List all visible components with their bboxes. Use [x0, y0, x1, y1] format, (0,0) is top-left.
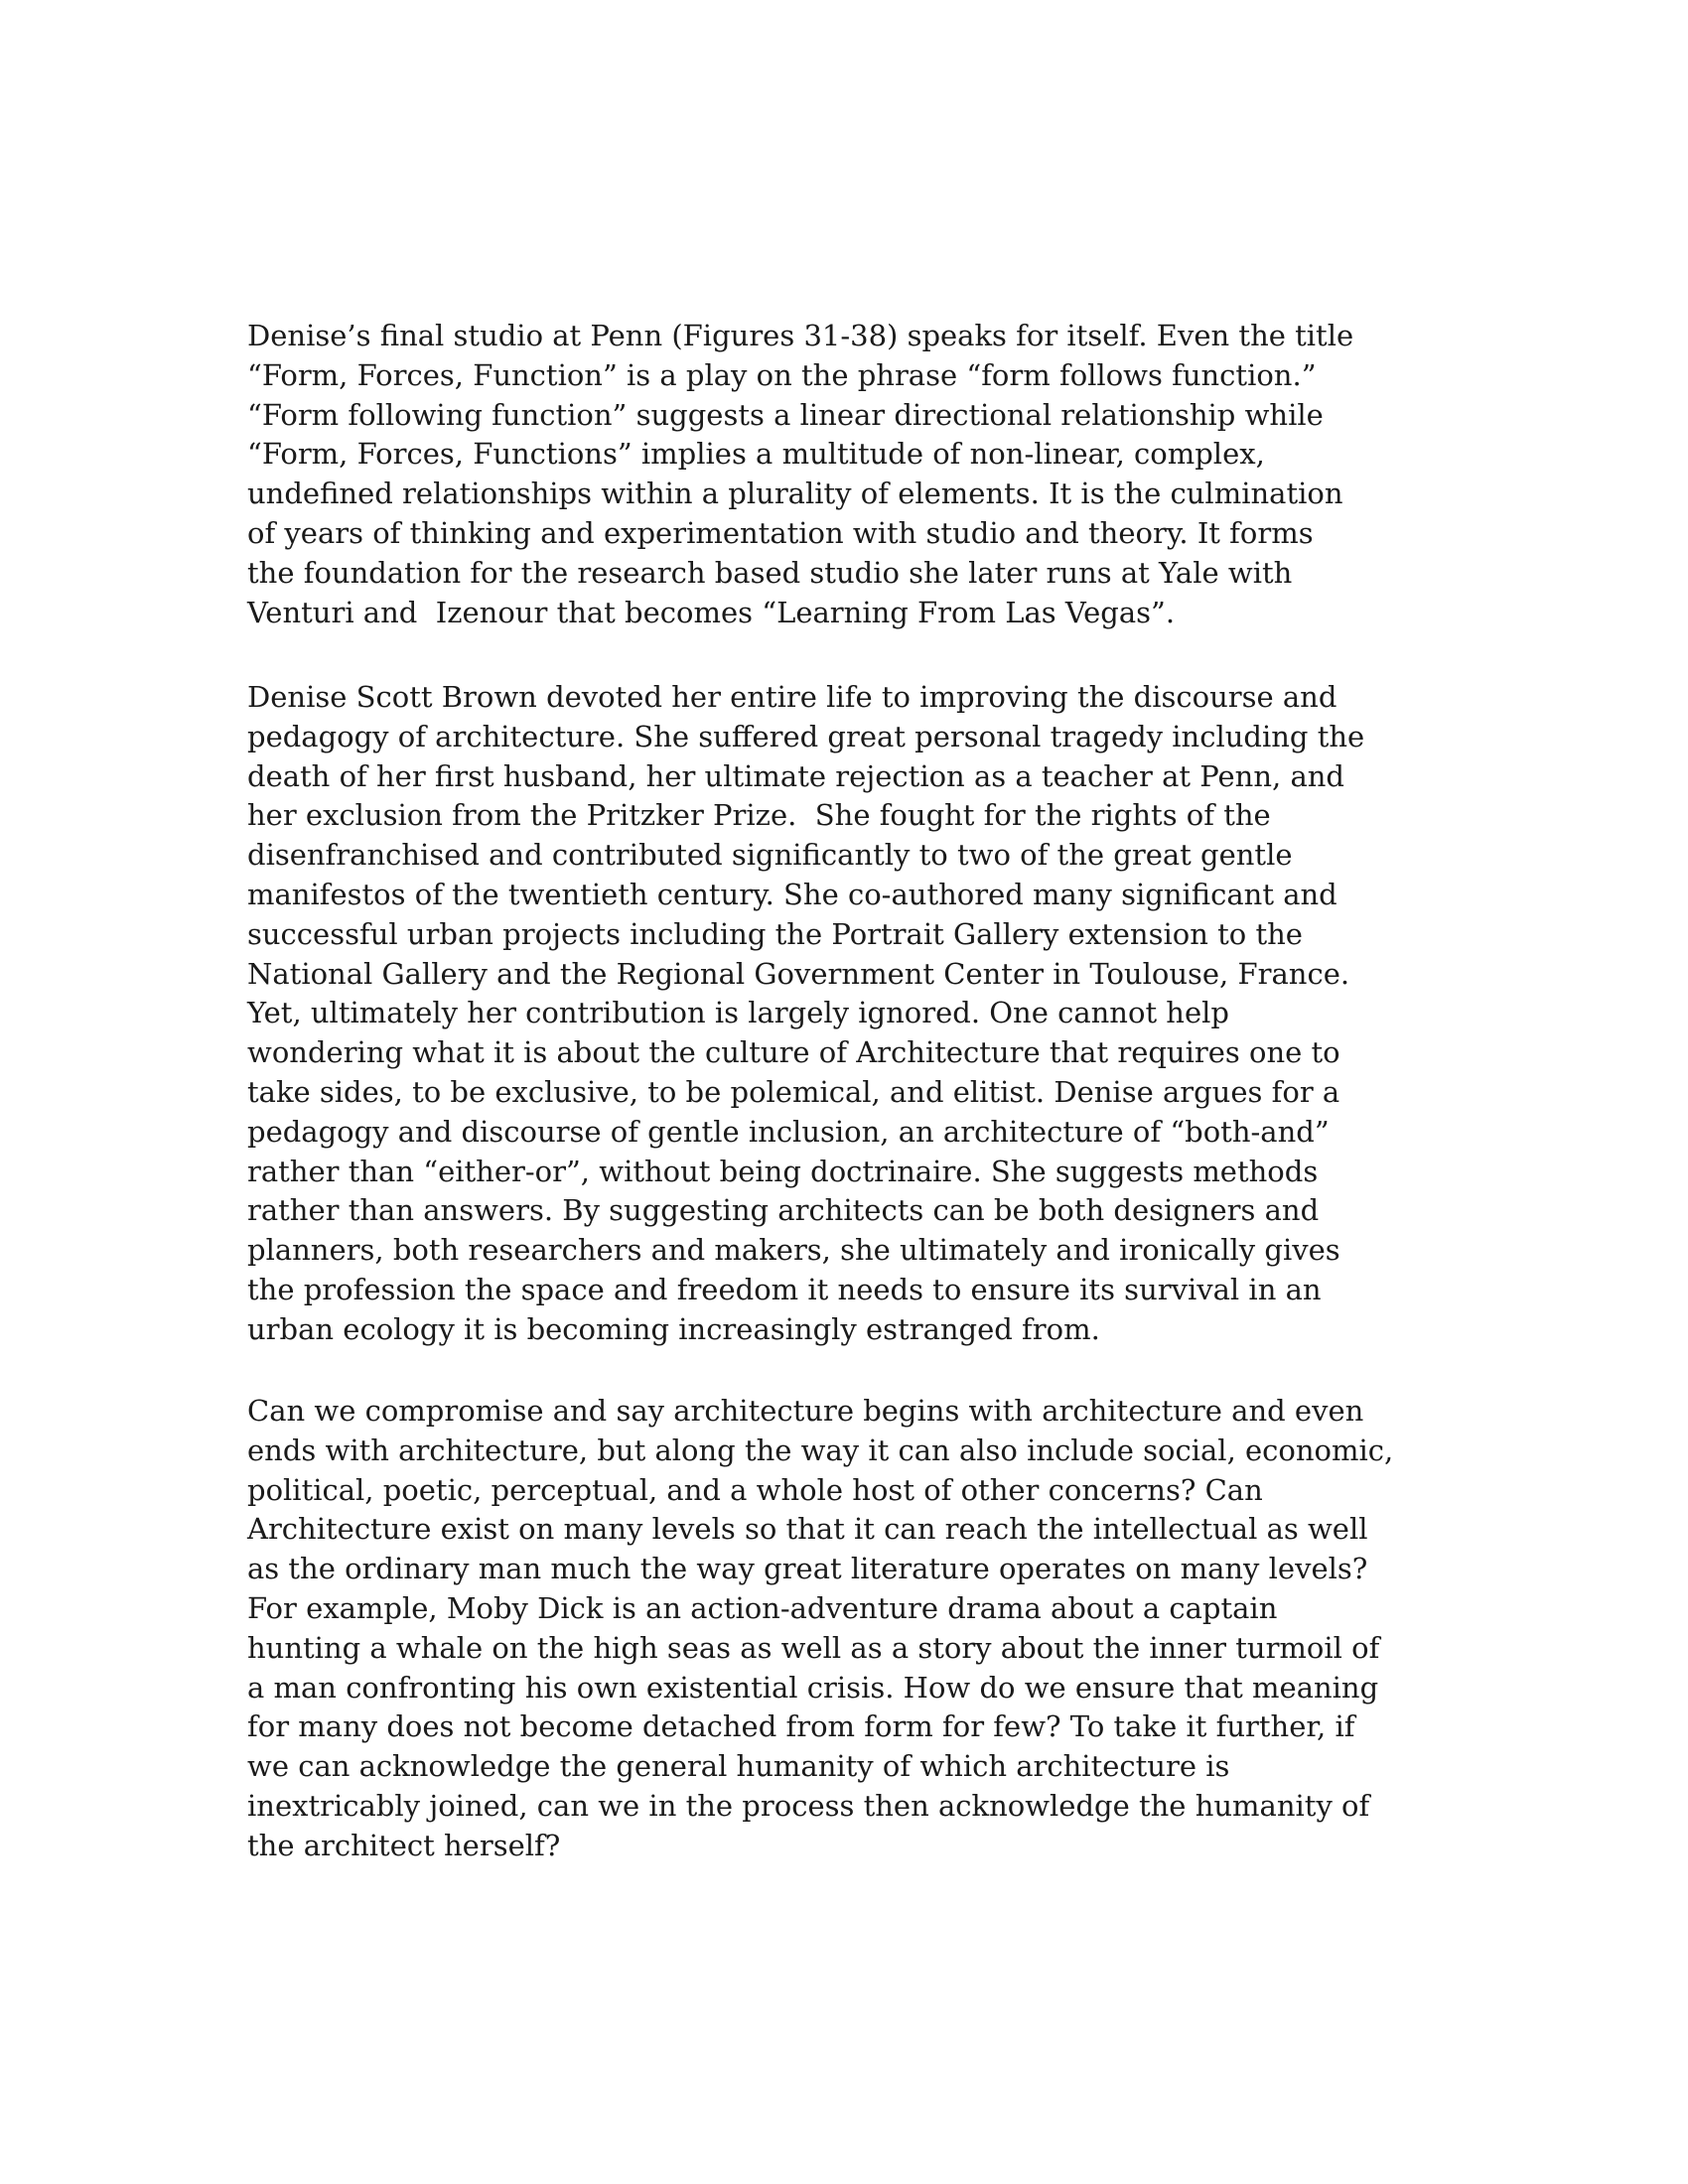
paragraph-line: her exclusion from the Pritzker Prize. She fought for the rights of the [247, 798, 1271, 833]
paragraph-line: inextricably joined, can we in the process then acknowledge the humanity of [247, 1788, 1370, 1823]
paragraph-line: Denise’s final studio at Penn (Figures 31-38) speaks for itself. Even the title [247, 319, 1354, 352]
paragraph-line: of years of thinking and experimentation with studio and theory. It forms [247, 515, 1314, 550]
paragraph-line: rather than “either-or”, without being doctrinaire. She suggests methods [247, 1154, 1319, 1188]
paragraph-line: Venturi and Izenour that becomes “Learning From Las Vegas”. [247, 595, 1176, 629]
paragraph-line: the foundation for the research based studio she later runs at Yale with [247, 555, 1293, 590]
paragraph-line: take sides, to be exclusive, to be polemical, and elitist. Denise argues for a [247, 1074, 1340, 1109]
paragraph-line: death of her first husband, her ultimate rejection as a teacher at Penn, and [247, 758, 1344, 793]
paragraph-line: undefined relationships within a plurality of elements. It is the culmination [247, 477, 1343, 511]
paragraph-line: For example, Moby Dick is an action-adventure drama about a captain [247, 1590, 1278, 1625]
paragraph-line: the architect herself? [247, 1828, 561, 1862]
paragraph-line: wondering what it is about the culture of Architecture that requires one to [247, 1035, 1340, 1070]
paragraph-line: the profession the space and freedom it needs to ensure its survival in an [247, 1272, 1322, 1306]
paragraph-line: Denise Scott Brown devoted her entire life to improving the discourse and [247, 680, 1337, 714]
paragraph-line: manifestos of the twentieth century. She co-authored many significant and [247, 877, 1337, 911]
paragraph-line: planners, both researchers and makers, she ultimately and ironically gives [247, 1233, 1340, 1268]
paragraph-line: “Form, Forces, Functions” implies a multitude of non-linear, complex, [247, 437, 1265, 472]
paragraph-line: Architecture exist on many levels so that it can reach the intellectual as well [247, 1512, 1368, 1547]
paragraph-line: urban ecology it is becoming increasingly estranged from. [247, 1311, 1100, 1346]
paragraph-compromise [247, 1392, 1469, 1866]
paragraph-line: we can acknowledge the general humanity of which architecture is [247, 1749, 1230, 1784]
paragraph-line: Yet, ultimately her contribution is largely ignored. One cannot help [247, 996, 1229, 1030]
paragraph-line: “Form, Forces, Function” is a play on the phrase “form follows function.” [247, 357, 1317, 392]
paragraph-line: hunting a whale on the high seas as well as a story about the inner turmoil of [247, 1630, 1380, 1665]
paragraph-line: ends with architecture, but along the way it can also include social, economic, [247, 1433, 1394, 1467]
paragraph-final-studio [247, 317, 1469, 632]
paragraph-line: successful urban projects including the Portrait Gallery extension to the [247, 916, 1303, 951]
paragraph-devoted-life [247, 678, 1469, 1350]
paragraph-line: Can we compromise and say architecture begins with architecture and even [247, 1394, 1364, 1428]
paragraph-line: pedagogy of architecture. She suffered great personal tragedy including the [247, 719, 1365, 753]
paragraph-line: “Form following function” suggests a linear directional relationship while [247, 397, 1324, 432]
paragraph-line: pedagogy and discourse of gentle inclusion, an architecture of “both-and” [247, 1114, 1330, 1149]
paragraph-line: rather than answers. By suggesting architects can be both designers and [247, 1193, 1320, 1228]
paragraph-line: for many does not become detached from form for few? To take it further, if [247, 1709, 1355, 1744]
paragraph-line: political, poetic, perceptual, and a whole host of other concerns? Can [247, 1472, 1263, 1507]
paragraph-line: disenfranchised and contributed significantly to two of the great gentle [247, 838, 1293, 873]
paragraph-line: as the ordinary man much the way great literature operates on many levels? [247, 1552, 1368, 1586]
paragraph-line: National Gallery and the Regional Government Center in Toulouse, France. [247, 956, 1350, 991]
paragraph-line: a man confronting his own existential crisis. How do we ensure that meaning [247, 1670, 1379, 1705]
